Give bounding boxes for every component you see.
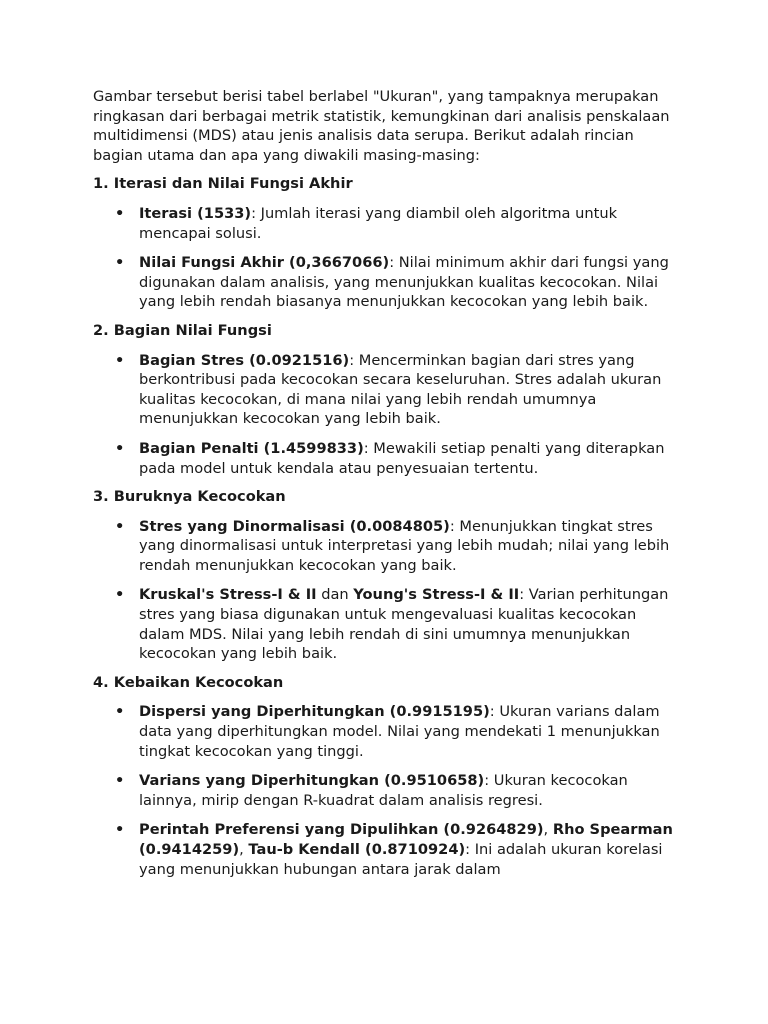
term: Nilai Fungsi Akhir (0,3667066)	[139, 254, 390, 272]
list-item	[93, 439, 673, 478]
list-item	[93, 517, 673, 576]
bullet-icon: •	[115, 204, 125, 222]
list-item	[93, 585, 673, 663]
bullet-list	[93, 702, 673, 879]
list-item	[93, 253, 673, 312]
description: : Ukuran kecocokan lainnya, mirip dengan R-kuadrat dalam analisis regresi.	[139, 772, 628, 809]
document-page	[93, 87, 673, 888]
section-goodness-of-fit	[93, 673, 673, 879]
list-item	[93, 204, 673, 243]
section-iterations	[93, 174, 673, 312]
description: : Mencerminkan bagian dari stres yang berkontribusi pada kecocokan secara keseluruhan. Stres adalah ukuran kualitas kecocokan, di mana nilai yang lebih rendah umumnya menunjukkan kecocokan yang lebih baik.	[139, 351, 662, 428]
section-badness-of-fit	[93, 487, 673, 664]
bullet-icon: •	[115, 439, 125, 457]
bullet-icon: •	[115, 772, 125, 790]
term: Varians yang Diperhitungkan (0.9510658)	[139, 772, 485, 790]
section-heading: 4. Kebaikan Kecocokan	[93, 673, 284, 691]
intro-paragraph: Gambar tersebut berisi tabel berlabel "Ukuran", yang tampaknya merupakan ringkasan dari berbagai metrik statistik, kemungkinan dari analisis penskalaan multidimensi (MDS) atau jenis analisis data serupa. Berikut adalah rincian bagian utama dan apa yang diwakili masing-masing:	[93, 88, 670, 164]
term: Rho Spearman (0.9414259)	[139, 821, 673, 858]
description: : Varian perhitungan stres yang biasa digunakan untuk mengevaluasi kualitas kecocokan dalam MDS. Nilai yang lebih rendah di sini umumnya menunjukkan kecocokan yang lebih baik.	[139, 586, 669, 663]
separator-text: ,	[239, 841, 249, 858]
bullet-icon: •	[115, 517, 125, 535]
connector-text: dan	[316, 586, 354, 604]
description: : Mewakili setiap penalti yang diterapkan pada model untuk kendala atau penyesuaian tertentu.	[139, 439, 665, 477]
bullet-icon: •	[115, 821, 125, 839]
term: Tau-b Kendall (0.8710924)	[248, 841, 466, 858]
bullet-list	[93, 351, 673, 479]
bullet-list	[93, 204, 673, 312]
section-function-value-parts	[93, 321, 673, 478]
term: Perintah Preferensi yang Dipulihkan (0.9264829)	[139, 821, 544, 839]
bullet-icon: •	[115, 703, 125, 721]
bullet-icon: •	[115, 254, 125, 272]
bullet-icon: •	[115, 586, 125, 604]
list-item	[93, 820, 673, 879]
description: : Menunjukkan tingkat stres yang dinormalisasi untuk interpretasi yang lebih mudah; nilai yang lebih rendah menunjukkan kecocokan yang baik.	[139, 517, 670, 574]
section-heading: 1. Iterasi dan Nilai Fungsi Akhir	[93, 175, 353, 193]
description: : Jumlah iterasi yang diambil oleh algoritma untuk mencapai solusi.	[139, 204, 618, 242]
term: Stres yang Dinormalisasi (0.0084805)	[139, 517, 450, 535]
description: : Ini adalah ukuran korelasi yang menunjukkan hubungan antara jarak dalam	[139, 841, 663, 878]
list-item	[93, 771, 673, 810]
description: : Nilai minimum akhir dari fungsi yang digunakan dalam analisis, yang menunjukkan kualitas kecocokan. Nilai yang lebih rendah biasanya menunjukkan kecocokan yang lebih baik.	[139, 254, 669, 311]
bullet-list	[93, 517, 673, 664]
bullet-icon: •	[115, 351, 125, 369]
term: Kruskal's Stress-I & II	[139, 586, 317, 604]
term: Young's Stress-I & II	[353, 586, 520, 604]
term: Bagian Penalti (1.4599833)	[139, 439, 364, 457]
term: Dispersi yang Diperhitungkan (0.9915195)	[139, 703, 490, 721]
section-heading: 3. Buruknya Kecocokan	[93, 488, 286, 506]
list-item	[93, 702, 673, 761]
term: Bagian Stres (0.0921516)	[139, 351, 350, 369]
description: : Ukuran varians dalam data yang diperhitungkan model. Nilai yang mendekati 1 menunjukkan tingkat kecocokan yang tinggi.	[139, 703, 660, 760]
separator-text: ,	[543, 821, 553, 839]
term: Iterasi (1533)	[139, 204, 252, 222]
list-item	[93, 351, 673, 429]
section-heading: 2. Bagian Nilai Fungsi	[93, 321, 272, 339]
